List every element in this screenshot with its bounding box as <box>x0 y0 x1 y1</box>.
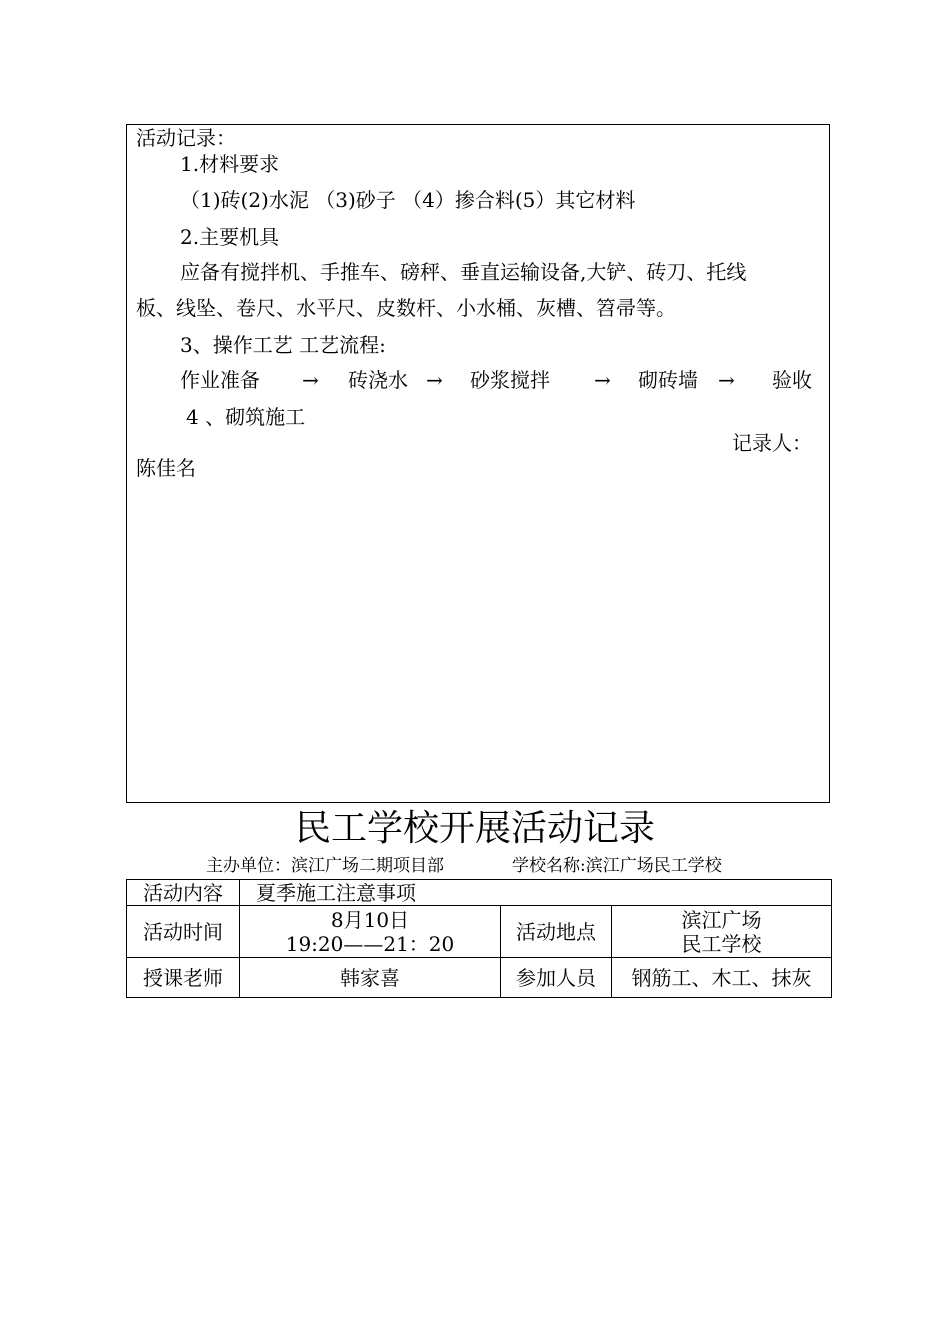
page-title: 民工学校开展活动记录 <box>294 808 655 849</box>
flow-step-water: 砖浇水 <box>348 368 408 392</box>
place-line1: 滨江广场 <box>681 907 762 932</box>
activity-info-table <box>126 879 832 998</box>
flow-step-wall: 砌砖墙 <box>638 368 698 392</box>
item2-line2: 板、线坠、卷尺、水平尺、皮数杆、小水桶、灰槽、笤帚等。 <box>136 296 676 320</box>
item2-title: 2.主要机具 <box>180 225 280 249</box>
flow-step-accept: 验收 <box>772 368 812 392</box>
content-label: 活动内容 <box>127 880 240 906</box>
item3-title: 3、操作工艺 工艺流程: <box>180 333 386 357</box>
flow-step-mortar: 砂浆搅拌 <box>470 368 550 392</box>
item4-title: 4 、砌筑施工 <box>186 405 306 429</box>
flow-arrow-icon: → <box>426 368 443 392</box>
table-row <box>127 958 832 998</box>
flow-arrow-icon: → <box>594 368 611 392</box>
place-cell <box>612 906 832 958</box>
flow-step-prep: 作业准备 <box>180 368 260 392</box>
teacher-label: 授课老师 <box>127 958 240 998</box>
item1-detail: （1)砖(2)水泥 （3)砂子 （4）掺合料(5）其它材料 <box>180 188 636 212</box>
recorder-label: 记录人： <box>732 431 812 455</box>
record-heading: 活动记录： <box>136 126 236 150</box>
organizer-text: 主办单位：滨江广场二期项目部 <box>206 856 444 876</box>
table-row <box>127 880 832 906</box>
time-date: 8月10日 <box>330 907 410 932</box>
time-cell <box>240 906 501 958</box>
participants-value: 钢筋工、木工、抹灰 <box>612 958 832 998</box>
item2-line1: 应备有搅拌机、手推车、磅秤、垂直运输设备,大铲、砖刀、托线 <box>180 260 747 284</box>
time-range: 19:20——21：20 <box>285 931 455 956</box>
teacher-value: 韩家喜 <box>240 958 501 998</box>
flow-arrow-icon: → <box>718 368 735 392</box>
participants-label: 参加人员 <box>501 958 612 998</box>
item1-title: 1.材料要求 <box>180 152 280 176</box>
table-row <box>127 906 832 958</box>
flow-arrow-icon: → <box>302 368 319 392</box>
place-label: 活动地点 <box>501 906 612 958</box>
school-name-text: 学校名称:滨江广场民工学校 <box>512 856 722 876</box>
content-value: 夏季施工注意事项 <box>240 880 832 906</box>
time-label: 活动时间 <box>127 906 240 958</box>
place-line2: 民工学校 <box>681 931 762 956</box>
recorder-name: 陈佳名 <box>136 456 196 480</box>
